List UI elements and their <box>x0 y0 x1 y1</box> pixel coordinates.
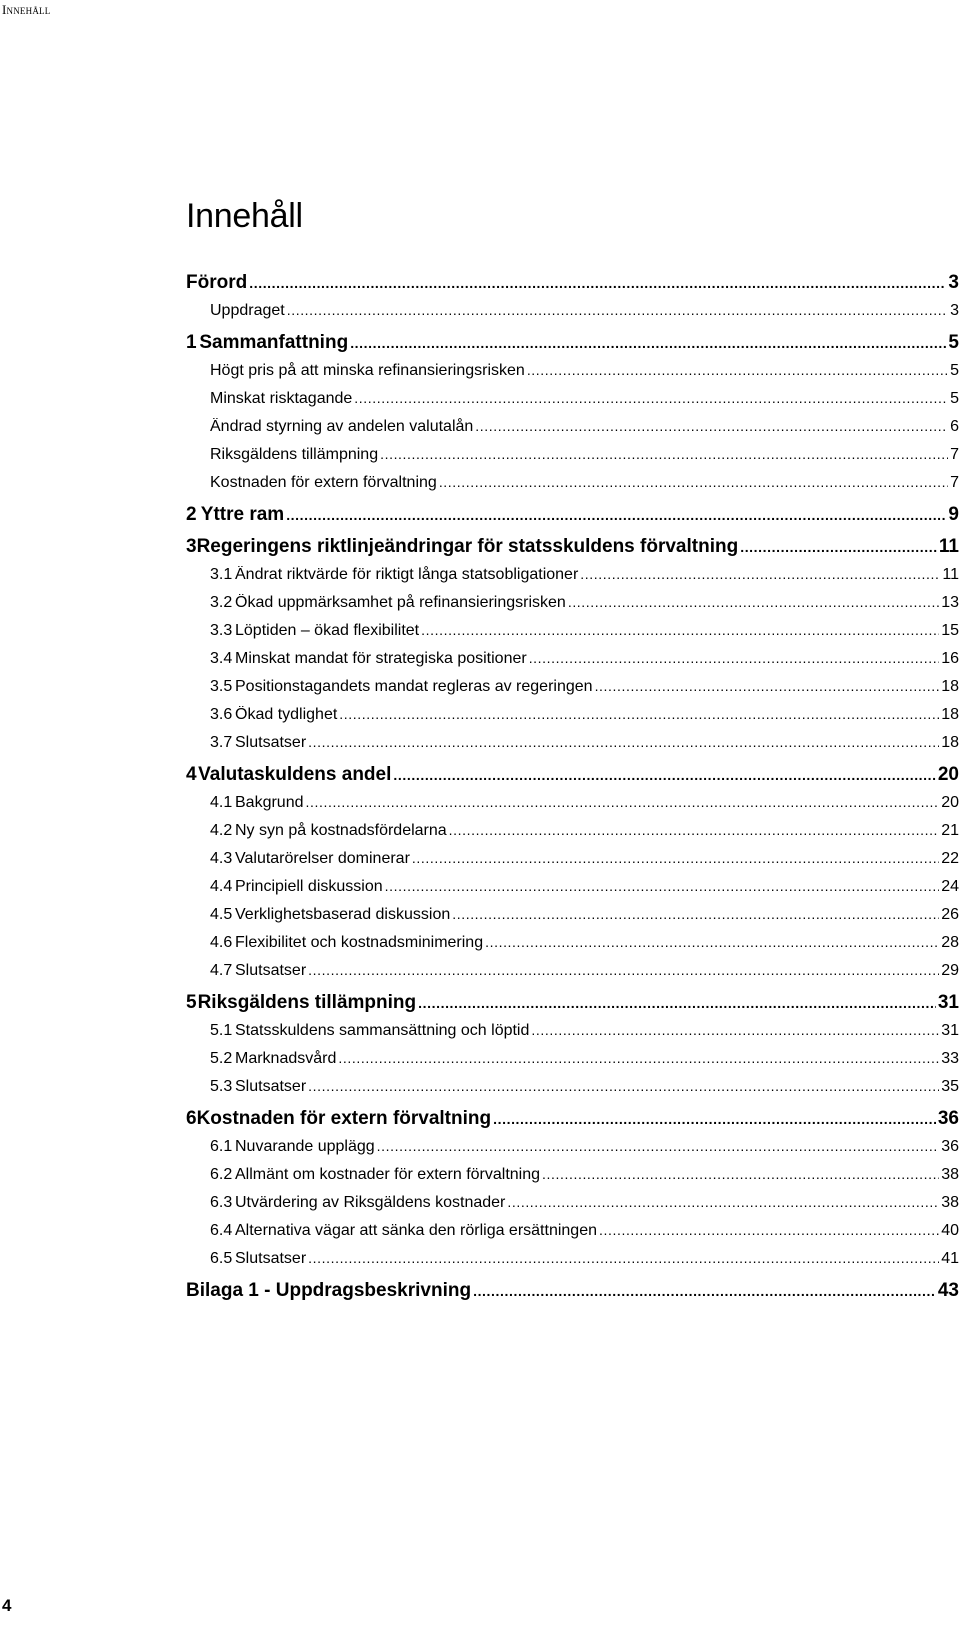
toc-entry-title: Riksgäldens tillämpning <box>210 446 379 463</box>
toc-section-entry[interactable] <box>186 678 959 706</box>
toc-dot-leader <box>308 1078 939 1094</box>
toc-entry-page: 31 <box>941 1022 959 1039</box>
toc-entry-page: 7 <box>950 474 959 491</box>
toc-entry-page: 20 <box>941 794 959 811</box>
toc-dot-leader <box>473 1283 936 1299</box>
toc-entry-number: 5 <box>186 992 197 1013</box>
toc-dot-leader <box>493 1111 936 1127</box>
toc-entry-number: 3.1 <box>210 566 233 583</box>
toc-section-entry[interactable] <box>186 418 959 446</box>
toc-entry-page: 40 <box>941 1222 959 1239</box>
toc-entry-page: 20 <box>937 764 959 785</box>
toc-entry-number: 6.2 <box>210 1166 233 1183</box>
toc-entry-title: Kostnaden för extern förvaltning <box>196 1108 492 1129</box>
toc-dot-leader <box>306 794 940 810</box>
toc-entry-number: 6.3 <box>210 1194 233 1211</box>
toc-entry-number: 4.7 <box>210 962 233 979</box>
toc-dot-leader <box>393 767 935 783</box>
toc-entry-title: Alternativa vägar att sänka den rörliga ersättningen <box>235 1222 597 1239</box>
toc-entry-page: 16 <box>941 650 959 667</box>
toc-entry-number: 1 <box>186 332 197 353</box>
toc-entry-title: Regeringens riktlinjeändringar för statsskuldens förvaltning <box>196 536 739 557</box>
toc-entry-page: 3 <box>950 302 959 319</box>
toc-entry-title: Flexibilitet och kostnadsminimering <box>235 934 484 951</box>
toc-entry-title: Slutsatser <box>235 1078 307 1095</box>
toc-dot-leader <box>452 906 939 922</box>
toc-entry-title: Minskat risktagande <box>210 390 353 407</box>
toc-entry-title: Yttre ram <box>200 504 285 525</box>
toc-section-entry[interactable] <box>186 1078 959 1106</box>
toc-section-entry[interactable] <box>186 1138 959 1166</box>
toc-entry-number: 4.6 <box>210 934 233 951</box>
running-header: Innehåll <box>2 2 51 17</box>
toc-section-entry[interactable] <box>186 1222 959 1250</box>
toc-dot-leader <box>507 1194 939 1210</box>
toc-entry-number: 3.6 <box>210 706 233 723</box>
toc-dot-leader <box>377 1138 940 1154</box>
toc-dot-leader <box>529 650 940 666</box>
toc-section-entry[interactable] <box>186 622 959 650</box>
toc-entry-page: 21 <box>941 822 959 839</box>
toc-dot-leader <box>542 1166 939 1182</box>
toc-dot-leader <box>568 594 939 610</box>
toc-entry-title: Ökad uppmärksamhet på refinansieringsrisken <box>235 594 566 611</box>
toc-entry-page: 18 <box>941 706 959 723</box>
toc-entry-title: Ändrat riktvärde för riktigt långa statsobligationer <box>235 566 579 583</box>
toc-entry-number: 5.2 <box>210 1050 233 1067</box>
toc-entry-number: 4.4 <box>210 878 233 895</box>
toc-dot-leader <box>339 706 939 722</box>
toc-dot-leader <box>308 962 939 978</box>
toc-section-entry[interactable] <box>186 822 959 850</box>
toc-entry-page: 24 <box>941 878 959 895</box>
toc-section-entry[interactable] <box>186 1166 959 1194</box>
toc-dot-leader <box>421 622 939 638</box>
toc-entry-number: 4.5 <box>210 906 233 923</box>
toc-section-entry[interactable] <box>186 706 959 734</box>
toc-dot-leader <box>308 734 939 750</box>
toc-section-entry[interactable] <box>186 794 959 822</box>
toc-chapter-entry[interactable] <box>186 536 959 566</box>
toc-section-entry[interactable] <box>186 878 959 906</box>
toc-section-entry[interactable] <box>186 1194 959 1222</box>
toc-entry-page: 7 <box>950 446 959 463</box>
toc-entry-number: 3.3 <box>210 622 233 639</box>
toc-entry-number: 5.1 <box>210 1022 233 1039</box>
toc-dot-leader <box>287 302 948 318</box>
toc-entry-title: Förord <box>186 272 248 293</box>
toc-entry-page: 33 <box>941 1050 959 1067</box>
toc-dot-leader <box>412 850 939 866</box>
toc-section-entry[interactable] <box>186 734 959 762</box>
toc-dot-leader <box>286 507 946 523</box>
toc-entry-page: 5 <box>950 390 959 407</box>
toc-section-entry[interactable] <box>186 474 959 502</box>
toc-entry-title: Ny syn på kostnadsfördelarna <box>235 822 447 839</box>
toc-dot-leader <box>418 995 936 1011</box>
toc-entry-page: 5 <box>950 362 959 379</box>
toc-entry-page: 38 <box>941 1166 959 1183</box>
toc-section-entry[interactable] <box>186 906 959 934</box>
toc-chapter-entry[interactable] <box>186 272 959 302</box>
toc-entry-title: Riksgäldens tillämpning <box>197 992 417 1013</box>
toc-chapter-entry[interactable] <box>186 332 959 362</box>
toc-entry-number: 4.3 <box>210 850 233 867</box>
toc-entry-number: 3 <box>186 536 197 557</box>
toc-entry-page: 43 <box>937 1280 959 1301</box>
toc-entry-title: Ökad tydlighet <box>235 706 338 723</box>
toc-section-entry[interactable] <box>186 594 959 622</box>
toc-entry-page: 9 <box>948 504 959 525</box>
toc-entry-title: Marknadsvård <box>235 1050 337 1067</box>
toc-entry-page: 41 <box>941 1250 959 1267</box>
toc-entry-number: 4.2 <box>210 822 233 839</box>
toc-entry-number: 6.5 <box>210 1250 233 1267</box>
toc-entry-number: 3.7 <box>210 734 233 751</box>
toc-entry-number: 3.4 <box>210 650 233 667</box>
page-number: 4 <box>2 1596 12 1615</box>
toc-dot-leader <box>439 474 948 490</box>
toc-dot-leader <box>485 934 939 950</box>
toc-entry-title: Sammanfattning <box>199 332 349 353</box>
toc-section-entry[interactable] <box>186 934 959 962</box>
toc-dot-leader <box>385 878 940 894</box>
toc-chapter-entry[interactable] <box>186 1108 959 1138</box>
toc-entry-title: Slutsatser <box>235 1250 307 1267</box>
toc-dot-leader <box>350 335 946 351</box>
page-title: Innehåll <box>186 197 303 235</box>
toc-dot-leader <box>338 1050 939 1066</box>
toc-section-entry[interactable] <box>186 1022 959 1050</box>
toc-entry-title: Löptiden – ökad flexibilitet <box>235 622 420 639</box>
toc-dot-leader <box>308 1250 939 1266</box>
toc-section-entry[interactable] <box>186 446 959 474</box>
toc-chapter-entry[interactable] <box>186 1280 959 1310</box>
toc-section-entry[interactable] <box>186 1050 959 1078</box>
toc-entry-title: Kostnaden för extern förvaltning <box>210 474 437 491</box>
toc-entry-title: Utvärdering av Riksgäldens kostnader <box>235 1194 506 1211</box>
toc-entry-number: 4.1 <box>210 794 233 811</box>
toc-section-entry[interactable] <box>186 962 959 990</box>
toc-entry-page: 3 <box>948 272 959 293</box>
toc-entry-page: 18 <box>941 734 959 751</box>
toc-entry-page: 38 <box>941 1194 959 1211</box>
toc-chapter-entry[interactable] <box>186 504 959 534</box>
toc-entry-title: Ändrad styrning av andelen valutalån <box>210 418 474 435</box>
toc-dot-leader <box>475 418 948 434</box>
toc-dot-leader <box>599 1222 939 1238</box>
toc-entry-number: 5.3 <box>210 1078 233 1095</box>
toc-dot-leader <box>449 822 940 838</box>
toc-entry-title: Uppdraget <box>210 302 285 319</box>
toc-entry-page: 22 <box>941 850 959 867</box>
toc-dot-leader <box>595 678 940 694</box>
toc-entry-number: 3.2 <box>210 594 233 611</box>
toc-entry-page: 31 <box>937 992 959 1013</box>
toc-entry-title: Slutsatser <box>235 962 307 979</box>
toc-entry-page: 36 <box>941 1138 959 1155</box>
toc-section-entry[interactable] <box>186 362 959 390</box>
toc-entry-page: 11 <box>942 566 959 583</box>
toc-entry-title: Valutaskuldens andel <box>198 764 392 785</box>
toc-entry-title: Slutsatser <box>235 734 307 751</box>
toc-entry-title: Principiell diskussion <box>235 878 383 895</box>
toc-entry-number: 2 <box>186 504 197 525</box>
toc-entry-title: Nuvarande upplägg <box>235 1138 375 1155</box>
toc-dot-leader <box>580 566 940 582</box>
toc-section-entry[interactable] <box>186 850 959 878</box>
toc-entry-number: 6.4 <box>210 1222 233 1239</box>
toc-entry-page: 11 <box>938 536 959 557</box>
toc-entry-page: 5 <box>948 332 959 353</box>
toc-entry-page: 26 <box>941 906 959 923</box>
toc-entry-title: Verklighetsbaserad diskussion <box>235 906 451 923</box>
toc-entry-title: Bilaga 1 - Uppdragsbeskrivning <box>186 1280 472 1301</box>
toc-section-entry[interactable] <box>186 302 959 330</box>
toc-entry-title: Minskat mandat för strategiska positioner <box>235 650 527 667</box>
toc-chapter-entry[interactable] <box>186 764 959 794</box>
toc-entry-number: 3.5 <box>210 678 233 695</box>
table-of-contents <box>186 272 959 1310</box>
toc-entry-page: 29 <box>941 962 959 979</box>
toc-entry-number: 6.1 <box>210 1138 233 1155</box>
toc-entry-page: 36 <box>937 1108 959 1129</box>
toc-section-entry[interactable] <box>186 650 959 678</box>
toc-section-entry[interactable] <box>186 1250 959 1278</box>
toc-entry-page: 15 <box>941 622 959 639</box>
toc-dot-leader <box>531 1022 939 1038</box>
toc-entry-number: 6 <box>186 1108 197 1129</box>
toc-entry-title: Bakgrund <box>235 794 304 811</box>
toc-entry-title: Positionstagandets mandat regleras av regeringen <box>235 678 593 695</box>
toc-dot-leader <box>740 539 937 555</box>
toc-entry-number: 4 <box>186 764 197 785</box>
toc-entry-page: 13 <box>941 594 959 611</box>
toc-section-entry[interactable] <box>186 566 959 594</box>
toc-entry-page: 28 <box>941 934 959 951</box>
toc-entry-title: Allmänt om kostnader för extern förvaltning <box>235 1166 541 1183</box>
toc-section-entry[interactable] <box>186 390 959 418</box>
toc-dot-leader <box>380 446 948 462</box>
toc-dot-leader <box>249 275 946 291</box>
toc-chapter-entry[interactable] <box>186 992 959 1022</box>
toc-entry-page: 35 <box>941 1078 959 1095</box>
toc-dot-leader <box>354 390 948 406</box>
toc-entry-page: 18 <box>941 678 959 695</box>
toc-entry-title: Valutarörelser dominerar <box>235 850 410 867</box>
toc-entry-title: Statsskuldens sammansättning och löptid <box>235 1022 530 1039</box>
toc-entry-title: Högt pris på att minska refinansieringsrisken <box>210 362 525 379</box>
toc-entry-page: 6 <box>950 418 959 435</box>
toc-dot-leader <box>527 362 948 378</box>
